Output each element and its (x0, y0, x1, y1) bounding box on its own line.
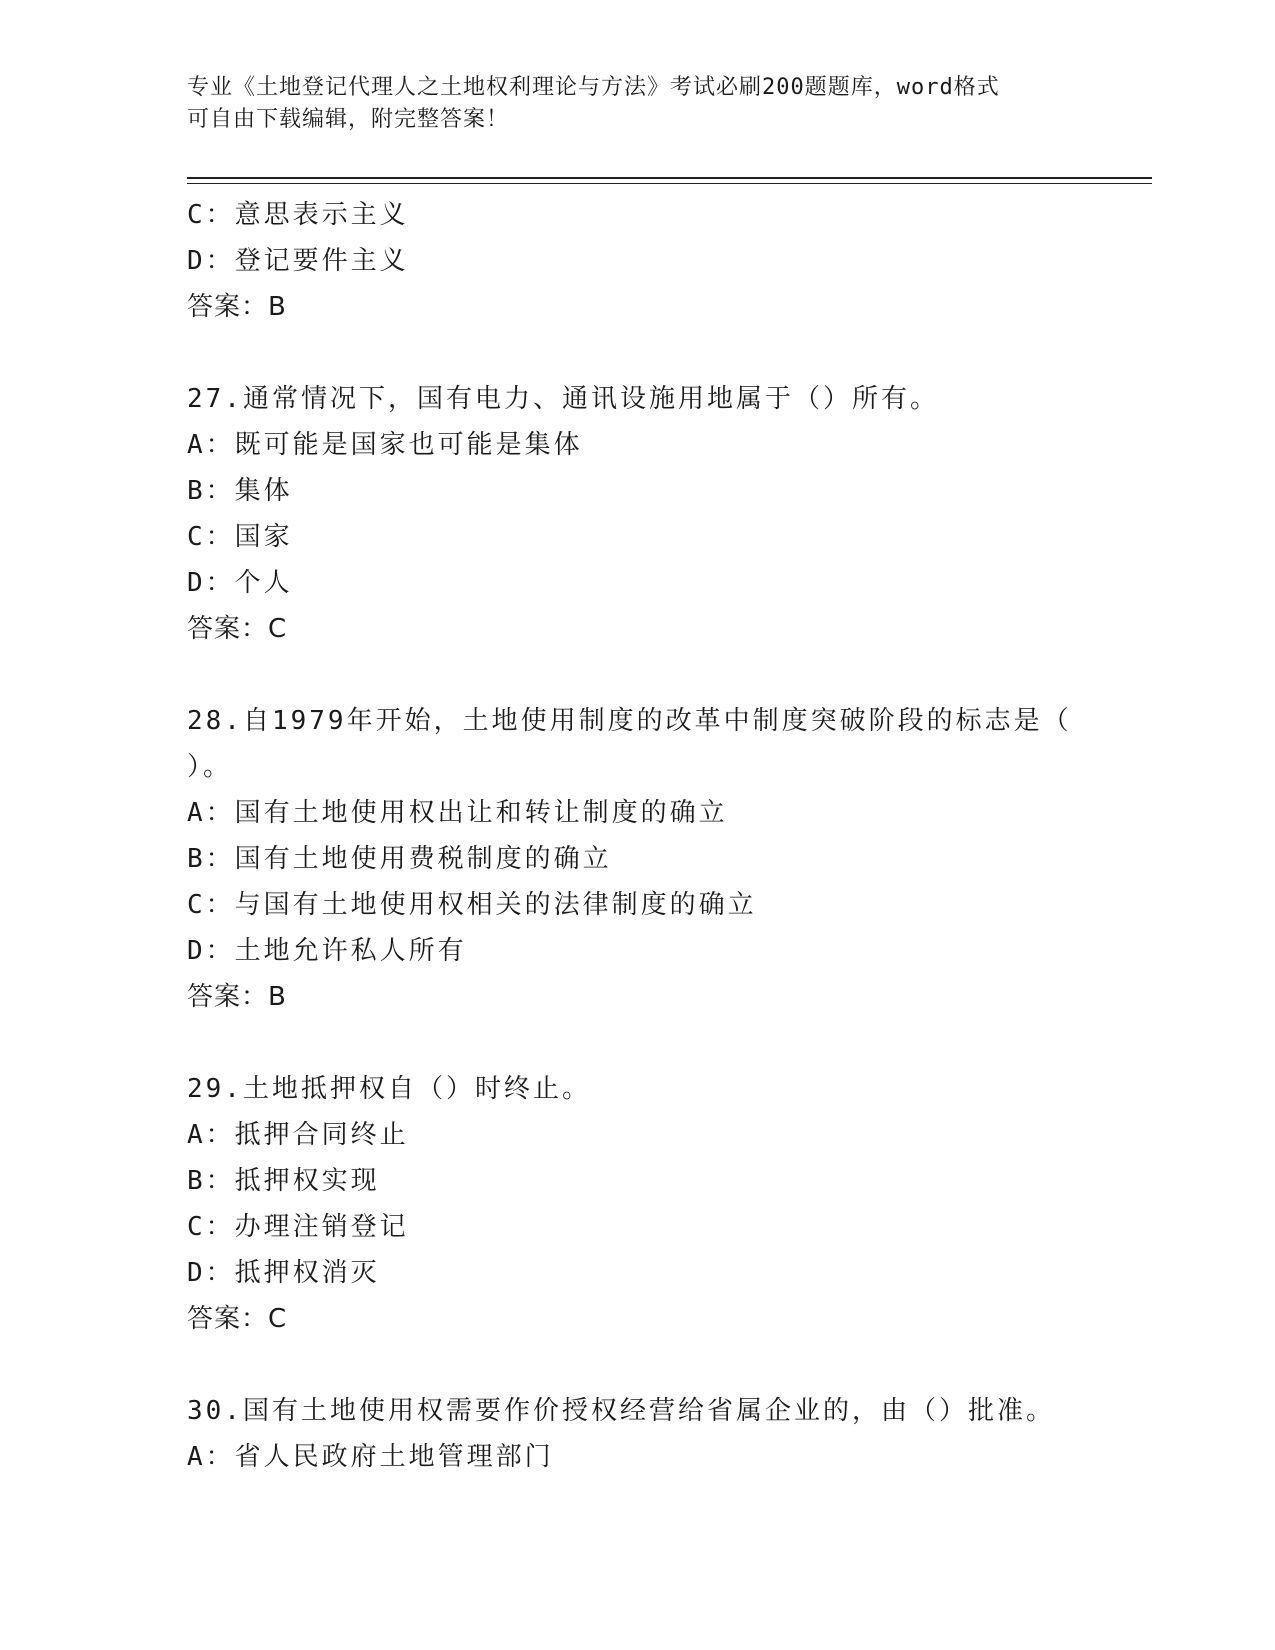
question-27 (187, 376, 1087, 652)
question-30 (187, 1388, 1087, 1480)
option-a: A：抵押合同终止 (187, 1120, 409, 1150)
option-a: A：省人民政府土地管理部门 (187, 1442, 554, 1472)
option-d: D：个人 (187, 568, 293, 598)
header-divider-thick (187, 177, 1152, 179)
question-29 (187, 1066, 1087, 1342)
option-b: B：国有土地使用费税制度的确立 (187, 844, 612, 874)
question-26-continued (187, 192, 1087, 330)
answer-line: 答案：B (187, 292, 287, 322)
option-c: C：国家 (187, 522, 293, 552)
answer-line: 答案：C (187, 1304, 288, 1334)
option-c: C：办理注销登记 (187, 1212, 409, 1242)
option-c: C：与国有土地使用权相关的法律制度的确立 (187, 890, 757, 920)
question-stem-line-2: ）。 (187, 752, 233, 782)
spacer (187, 1020, 1087, 1066)
document-header (187, 72, 1087, 136)
spacer (187, 1342, 1087, 1388)
answer-line: 答案：C (187, 614, 288, 644)
spacer (187, 330, 1087, 376)
header-line-1: 专业《土地登记代理人之土地权利理论与方法》考试必刷200题题库，word格式 (187, 75, 1000, 100)
document-body (187, 192, 1087, 1480)
answer-line: 答案：B (187, 982, 287, 1012)
question-28 (187, 698, 1087, 1020)
option-d: D：登记要件主义 (187, 246, 409, 276)
option-b: B：集体 (187, 476, 293, 506)
option-a: A：既可能是国家也可能是集体 (187, 430, 583, 460)
question-stem: 29.土地抵押权自（）时终止。 (187, 1074, 591, 1104)
option-b: B：抵押权实现 (187, 1166, 380, 1196)
header-line-2: 可自由下载编辑，附完整答案！ (187, 107, 510, 132)
option-d: D：土地允许私人所有 (187, 936, 467, 966)
header-divider-thin (187, 183, 1152, 184)
question-stem-line-1: 28.自1979年开始，土地使用制度的改革中制度突破阶段的标志是（ (187, 706, 1072, 736)
question-stem: 30.国有土地使用权需要作价授权经营给省属企业的，由（）批准。 (187, 1396, 1055, 1426)
option-c: C：意思表示主义 (187, 200, 409, 230)
spacer (187, 652, 1087, 698)
question-stem: 27.通常情况下，国有电力、通讯设施用地属于（）所有。 (187, 384, 939, 414)
option-d: D：抵押权消灭 (187, 1258, 380, 1288)
option-a: A：国有土地使用权出让和转让制度的确立 (187, 798, 728, 828)
